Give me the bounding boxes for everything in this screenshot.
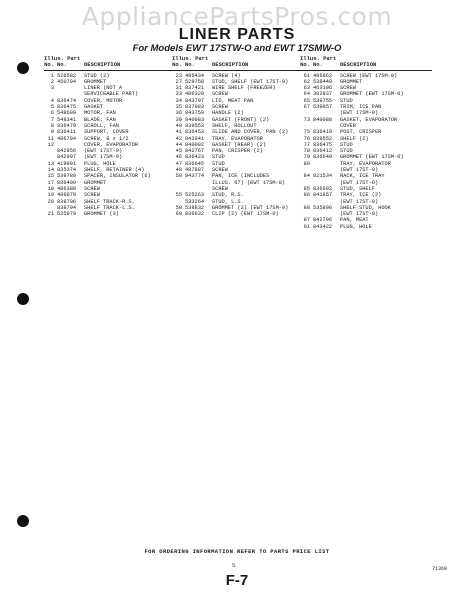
illus-no: 60 <box>175 211 182 218</box>
illus-no: 65 <box>303 97 310 104</box>
part-number: 836479 <box>57 122 77 129</box>
illus-no: 88 <box>303 204 310 211</box>
page-subtitle: For Models EWT 17STW-O and EWT 17SMW-O <box>132 43 342 54</box>
part-number: 535890 <box>313 204 333 211</box>
illus-no: 77 <box>303 141 310 148</box>
part-number: 836453 <box>185 129 205 136</box>
illus-no: 19 <box>47 192 54 199</box>
header-part-no: No. <box>185 61 195 69</box>
part-number: 836412 <box>313 148 333 155</box>
part-description: TRAY, ICE (2) <box>340 192 382 199</box>
column-header <box>44 56 172 71</box>
part-description: GROMMET (EWT 17SM-0) <box>340 154 404 161</box>
part-number: 486794 <box>57 135 77 142</box>
part-number: 838794 <box>57 204 77 211</box>
part-description: STUD <box>340 97 353 104</box>
part-description: STUD, R.S. <box>212 192 244 199</box>
header-no: No. <box>300 61 310 69</box>
binder-hole-middle <box>17 293 29 305</box>
part-description: RACK, ICE TRAY <box>340 173 385 180</box>
parts-column-1 <box>44 56 172 217</box>
part-description: GASKET, EVAPORATOR <box>340 116 398 123</box>
part-number: 539755 <box>313 97 333 104</box>
part-number: 842956 <box>57 148 77 155</box>
part-number: 538449 <box>313 78 333 85</box>
part-description: (EWT 17SM-0) <box>340 110 379 117</box>
part-number: 836474 <box>57 97 77 104</box>
illus-no: 8 <box>50 122 54 129</box>
part-number: 842041 <box>185 135 205 142</box>
header-description: DESCRIPTION <box>340 62 377 69</box>
illus-no: 35 <box>175 104 182 111</box>
header-no: No. <box>172 61 182 69</box>
illus-no: 80 <box>303 160 310 167</box>
column-header <box>300 56 432 71</box>
part-number: 548341 <box>57 116 77 123</box>
part-number: 839553 <box>185 122 205 129</box>
column-header <box>172 56 300 71</box>
part-description: COVER, MOTOR <box>84 97 123 104</box>
part-description: STUD, SHELF <box>340 185 375 192</box>
part-description: SHELF TRACK-R.S. <box>84 198 135 205</box>
part-description: STUD <box>212 154 225 161</box>
part-number: 486078 <box>57 192 77 199</box>
illus-no: 86 <box>303 192 310 199</box>
part-number: 843774 <box>185 173 205 180</box>
illus-no: 15 <box>47 173 54 180</box>
illus-no: 6 <box>50 110 54 117</box>
illus-no: 18 <box>47 185 54 192</box>
part-number: 837983 <box>185 104 205 111</box>
part-number: 839552 <box>313 135 333 142</box>
parts-row <box>44 211 172 217</box>
illus-no: 64 <box>303 91 310 98</box>
part-description: SCREW <box>84 185 100 192</box>
part-description: SHELF TRACK-L.S. <box>84 204 135 211</box>
part-number: 836632 <box>185 211 205 218</box>
page-number-small: 5 <box>232 562 236 569</box>
part-description: STUD (2) <box>84 72 110 79</box>
illus-no: 55 <box>175 192 182 199</box>
part-description: SCREW <box>84 192 100 199</box>
part-number: 533264 <box>185 198 205 205</box>
part-description: (EWT 17ST-0) <box>340 167 379 174</box>
page-number: F-7 <box>225 572 249 589</box>
part-description: MOTOR, FAN <box>84 110 116 117</box>
part-description: COVER, EVAPORATOR <box>84 141 139 148</box>
illus-no: 34 <box>175 97 182 104</box>
part-description: STUD, L.S. <box>212 198 244 205</box>
part-number: 486434 <box>185 72 205 79</box>
part-description: HANDLE (2) <box>212 110 244 117</box>
illus-no: 23 <box>175 72 182 79</box>
illus-no: 33 <box>175 91 182 98</box>
illus-no: 17 <box>47 179 54 186</box>
part-description: PAN, ICE (INCLUDES <box>212 173 270 180</box>
part-description: PAN, CRISPER (2) <box>212 148 263 155</box>
illus-no: 41 <box>175 129 182 136</box>
illus-no: 87 <box>303 217 310 224</box>
illus-no: 1 <box>50 72 54 79</box>
part-description: LID, MEAT PAN <box>212 97 254 104</box>
illus-no: 14 <box>47 167 54 174</box>
part-number: 525970 <box>57 211 77 218</box>
part-number: 836475 <box>57 104 77 111</box>
part-number: 419891 <box>57 160 77 167</box>
part-description: GASKET (REAR) (2) <box>212 141 267 148</box>
part-description: SHELF, ROLLOUT <box>212 122 257 129</box>
illus-no: 40 <box>175 122 182 129</box>
illus-no: 76 <box>303 135 310 142</box>
illus-no: 42 <box>175 135 182 142</box>
header-illus-part: Illus. Part <box>44 55 81 62</box>
illus-no: 11 <box>47 135 54 142</box>
part-description: SERVICEABLE PART) <box>84 91 139 98</box>
watermark: AppliancePartsPros.com <box>81 2 393 31</box>
illus-no: 4 <box>50 97 54 104</box>
part-description: SCROLL, FAN <box>84 122 119 129</box>
illus-no: 79 <box>303 154 310 161</box>
header-description: DESCRIPTION <box>84 62 121 69</box>
part-number: 836409 <box>57 179 77 186</box>
header-part-no: No. <box>313 61 323 69</box>
part-description: TRAY, EVAPORATOR <box>340 160 391 167</box>
binder-hole-bottom <box>17 515 29 527</box>
part-description: STUD <box>212 160 225 167</box>
part-description: LINER (NOT A <box>84 85 123 92</box>
part-number: 526582 <box>57 72 77 79</box>
illus-no: 3 <box>50 85 54 92</box>
header-illus-part: Illus. Part <box>172 55 209 62</box>
binder-hole-top <box>17 62 29 74</box>
part-description: (EWT 17ST-0) <box>340 198 379 205</box>
illus-no: 61 <box>303 72 310 79</box>
part-number: 842997 <box>57 154 77 161</box>
part-description: SCREW <box>340 85 356 92</box>
part-description: SCREW <box>212 91 228 98</box>
part-number: 486388 <box>57 185 77 192</box>
part-description: CLIP (2) (EWT 17SM-0) <box>212 211 279 218</box>
illus-no: 85 <box>303 185 310 192</box>
part-description: GASKET (FRONT) (2) <box>212 116 270 123</box>
illus-no: 5 <box>50 104 54 111</box>
part-number: 463196 <box>313 85 333 92</box>
header-no: No. <box>44 61 54 69</box>
illus-no: 9 <box>50 129 54 136</box>
part-number: 840092 <box>185 141 205 148</box>
illus-no: 48 <box>175 167 182 174</box>
part-description: COVER <box>340 122 356 129</box>
part-description: POST, CRISPER <box>340 129 382 136</box>
part-number: 821534 <box>313 173 333 180</box>
illus-no: 27 <box>175 78 182 85</box>
part-number: 842767 <box>185 148 205 155</box>
document-code: 71369 <box>432 566 448 572</box>
part-number: 836411 <box>57 129 77 136</box>
illus-no: 45 <box>175 148 182 155</box>
illus-no: 21 <box>47 211 54 218</box>
part-number: 487887 <box>185 167 205 174</box>
illus-no: 63 <box>303 85 310 92</box>
header-description: DESCRIPTION <box>212 62 249 69</box>
part-description: SHELF (2) <box>340 135 369 142</box>
ordering-note: FOR ORDERING INFORMATION REFER TO PARTS PRICE LIST <box>144 548 330 555</box>
part-number: 838706 <box>57 198 77 205</box>
part-number: 840083 <box>185 116 205 123</box>
part-number: 836649 <box>313 154 333 161</box>
part-description: SUPPORT, COVER <box>84 129 129 136</box>
parts-row <box>300 224 432 230</box>
part-description: (EWT 17SM-0) <box>84 154 123 161</box>
part-description: SCREW, 8 x 1/2 <box>84 135 129 142</box>
part-description: GROMMET <box>84 179 107 186</box>
part-number: 450794 <box>57 78 77 85</box>
illus-no: 91 <box>303 223 310 230</box>
part-number: 835374 <box>57 167 77 174</box>
part-number: 843797 <box>185 97 205 104</box>
illus-no: 73 <box>303 116 310 123</box>
part-description: GROMMET (2) (EWT 17SM-0) <box>212 204 289 211</box>
illus-no: 13 <box>47 160 54 167</box>
part-description: SPACER, INSULATOR (6) <box>84 173 151 180</box>
header-part-no: No. <box>57 61 67 69</box>
part-description: SCREW <box>212 104 228 111</box>
illus-no: 12 <box>47 141 54 148</box>
part-description: STUD, SHELF (EWT 17ST-0) <box>212 78 289 85</box>
part-description: (EWT 17ST-0) <box>340 179 379 186</box>
illus-no: 59 <box>175 204 182 211</box>
illus-no: 67 <box>303 104 310 111</box>
part-number: 525263 <box>185 192 205 199</box>
part-number: 836475 <box>313 141 333 148</box>
part-number: 836423 <box>185 154 205 161</box>
part-number: 302837 <box>313 91 333 98</box>
part-description: PLUG, HOLE <box>84 160 116 167</box>
part-number: 486862 <box>313 72 333 79</box>
page-title: LINER PARTS <box>178 26 296 43</box>
part-number: 841857 <box>313 192 333 199</box>
part-description: TRIM, ICE PAN <box>340 104 382 111</box>
part-description: SCREW <box>212 167 228 174</box>
part-number: 843759 <box>185 110 205 117</box>
part-number: 843422 <box>313 223 333 230</box>
part-number: 836645 <box>185 160 205 167</box>
illus-no: 36 <box>175 110 182 117</box>
illus-no: 62 <box>303 78 310 85</box>
header-illus-part: Illus. Part <box>300 55 337 62</box>
part-number: 538832 <box>185 204 205 211</box>
part-description: GROMMET (EWT 17SM-0) <box>340 91 404 98</box>
part-description: WIRE SHELF (FREEZER) <box>212 85 276 92</box>
part-number: 837421 <box>185 85 205 92</box>
part-description: GROMMET <box>340 78 363 85</box>
illus-no: 50 <box>175 173 182 180</box>
part-description: (EWT 17ST-0) <box>84 148 123 155</box>
part-description: BLADE, FAN <box>84 116 116 123</box>
part-description: SCREW <box>212 185 228 192</box>
part-description: SHELF, RETAINER (4) <box>84 167 145 174</box>
illus-no: 31 <box>175 85 182 92</box>
part-description: PLUG, HOLE <box>340 223 372 230</box>
part-description: GASKET <box>84 104 104 111</box>
part-number: 836692 <box>313 185 333 192</box>
part-description: GROMMET (3) <box>84 211 119 218</box>
illus-no: 7 <box>50 116 54 123</box>
illus-no: 44 <box>175 141 182 148</box>
part-description: (EWT 17ST-0) <box>340 211 379 218</box>
illus-no: 20 <box>47 198 54 205</box>
part-description: SHELF STUD, HOOK <box>340 204 391 211</box>
illus-no: 39 <box>175 116 182 123</box>
part-number: 836410 <box>313 129 333 136</box>
part-number: 486320 <box>185 91 205 98</box>
part-description: SCREW (EWT 17SM-0) <box>340 72 398 79</box>
illus-no: 75 <box>303 129 310 136</box>
parts-row <box>172 211 300 217</box>
part-description: TRAY, EVAPORATOR <box>212 135 263 142</box>
part-number: 548699 <box>57 110 77 117</box>
part-description: GROMMET <box>84 78 107 85</box>
part-description: SLIDE AND COVER, PAN (2) <box>212 129 289 136</box>
illus-no: 47 <box>175 160 182 167</box>
part-number: 529758 <box>185 78 205 85</box>
part-description: STUD <box>340 141 353 148</box>
part-description: ILLUS. 67) (EWT 17SM-0) <box>212 179 286 186</box>
illus-no: 78 <box>303 148 310 155</box>
part-number: 539857 <box>313 104 333 111</box>
part-description: STUD <box>340 148 353 155</box>
parts-column-2 <box>172 56 300 217</box>
part-number: 539780 <box>57 173 77 180</box>
illus-no: 46 <box>175 154 182 161</box>
part-description: PAN, MEAT <box>340 217 369 224</box>
part-number: 842796 <box>313 217 333 224</box>
illus-no: 84 <box>303 173 310 180</box>
illus-no: 2 <box>50 78 54 85</box>
parts-column-3 <box>300 56 432 230</box>
part-number: 840088 <box>313 116 333 123</box>
part-description: SCREW (4) <box>212 72 241 79</box>
